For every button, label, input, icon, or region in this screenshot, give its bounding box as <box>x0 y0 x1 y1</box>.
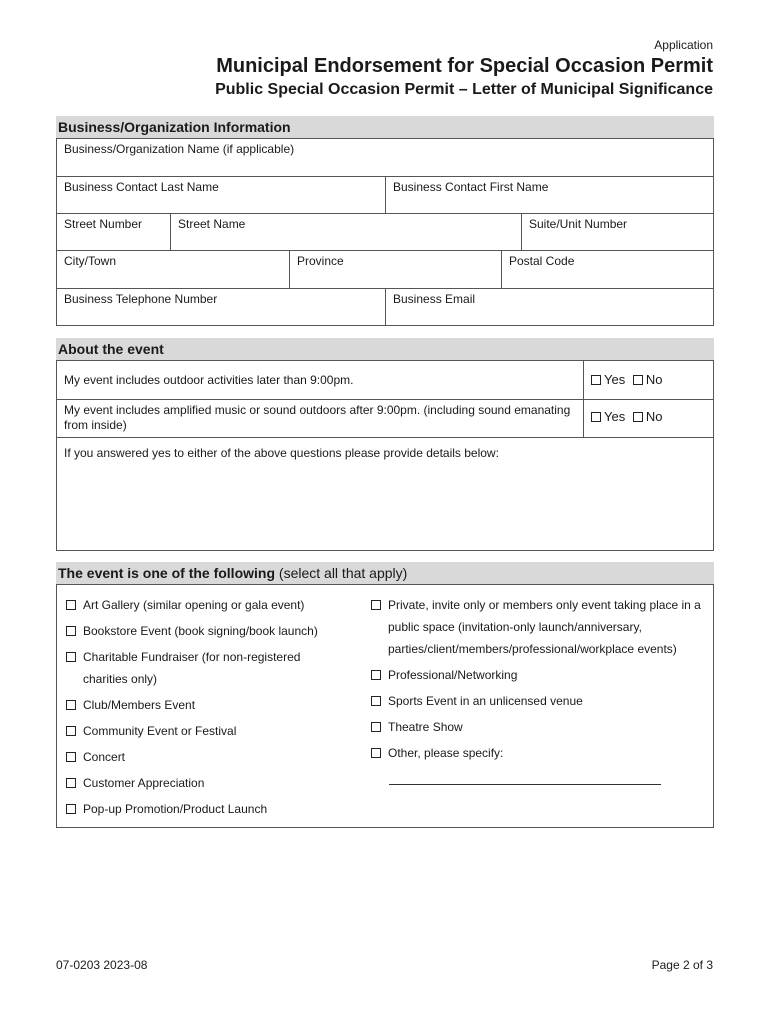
street-name-label: Street Name <box>178 217 246 231</box>
city-label: City/Town <box>64 254 117 268</box>
option-label: Private, invite only or members only event taking place in a public space (invitation-only launch/anniversary, parties/client/members/professional/workplace events) <box>388 598 701 656</box>
yes-checkbox[interactable] <box>591 412 601 422</box>
province-field[interactable] <box>289 251 501 288</box>
checkbox[interactable] <box>371 696 381 706</box>
org-name-field[interactable] <box>57 139 713 176</box>
no-label: No <box>645 409 663 424</box>
application-label: Application <box>654 38 713 52</box>
checkbox[interactable] <box>66 726 76 736</box>
option-label: Concert <box>83 750 126 764</box>
business-email-field[interactable] <box>385 289 713 325</box>
no-label: No <box>645 372 663 387</box>
yes-checkbox[interactable] <box>591 375 601 385</box>
province-label: Province <box>297 254 344 268</box>
event-type-title: The event is one of the following <box>58 565 276 581</box>
event-details-prompt: If you answered yes to either of the above questions please provide details below: <box>64 446 499 460</box>
event-type-section-header <box>56 562 714 584</box>
checkbox[interactable] <box>66 752 76 762</box>
street-number-label: Street Number <box>64 217 143 231</box>
page-number: Page 2 of 3 <box>651 958 713 972</box>
question-amplified-sound-text: My event includes amplified music or sound outdoors after 9:00pm. (including sound emanating from inside) <box>64 403 571 432</box>
option-theatre-show[interactable] <box>371 716 701 738</box>
option-label: Customer Appreciation <box>83 776 205 790</box>
checkbox[interactable] <box>371 748 381 758</box>
org-name-label: Business/Organization Name (if applicable) <box>64 142 295 156</box>
option-bookstore-event[interactable] <box>66 620 356 642</box>
checkbox[interactable] <box>66 600 76 610</box>
question-amplified-sound <box>57 400 583 437</box>
option-label: Club/Members Event <box>83 698 196 712</box>
option-label: Pop-up Promotion/Product Launch <box>83 802 268 816</box>
business-email-label: Business Email <box>393 292 476 306</box>
form-number: 07-0203 2023-08 <box>56 958 148 972</box>
no-checkbox[interactable] <box>633 412 643 422</box>
event-details-field[interactable] <box>57 438 713 550</box>
street-name-field[interactable] <box>170 214 521 250</box>
option-label: Art Gallery (similar opening or gala event) <box>83 598 305 612</box>
option-professional-networking[interactable] <box>371 664 701 686</box>
option-label: Other, please specify: <box>388 746 504 760</box>
postal-code-label: Postal Code <box>509 254 575 268</box>
no-checkbox[interactable] <box>633 375 643 385</box>
option-label: Sports Event in an unlicensed venue <box>388 694 583 708</box>
event-type-left-column <box>66 594 356 824</box>
checkbox[interactable] <box>371 722 381 732</box>
checkbox[interactable] <box>66 652 76 662</box>
other-specify-field[interactable] <box>389 768 661 785</box>
checkbox[interactable] <box>66 778 76 788</box>
checkbox[interactable] <box>66 700 76 710</box>
postal-code-field[interactable] <box>501 251 713 288</box>
event-grid <box>56 360 714 551</box>
event-type-title-note: (select all that apply) <box>275 565 408 581</box>
checkbox[interactable] <box>66 626 76 636</box>
suite-unit-field[interactable] <box>521 214 713 250</box>
business-info-grid <box>56 138 714 326</box>
page-title: Municipal Endorsement for Special Occasion Permit <box>216 55 713 77</box>
option-concert[interactable] <box>66 746 356 768</box>
contact-first-name-label: Business Contact First Name <box>393 180 549 194</box>
yes-label: Yes <box>604 372 626 387</box>
contact-first-name-field[interactable] <box>385 177 713 213</box>
option-art-gallery[interactable] <box>66 594 356 616</box>
option-popup-promotion[interactable] <box>66 798 356 820</box>
option-label: Theatre Show <box>388 720 463 734</box>
page-subtitle: Public Special Occasion Permit – Letter of Municipal Significance <box>215 81 713 98</box>
business-phone-field[interactable] <box>57 289 385 325</box>
option-customer-appreciation[interactable] <box>66 772 356 794</box>
question-outdoor-late-answer <box>583 361 713 399</box>
event-type-right-column <box>371 594 701 785</box>
contact-last-name-field[interactable] <box>57 177 385 213</box>
checkbox[interactable] <box>371 670 381 680</box>
checkbox[interactable] <box>371 600 381 610</box>
city-field[interactable] <box>57 251 289 288</box>
option-label: Professional/Networking <box>388 668 518 682</box>
option-club-members[interactable] <box>66 694 356 716</box>
option-label: Community Event or Festival <box>83 724 237 738</box>
option-sports-event[interactable] <box>371 690 701 712</box>
checkbox[interactable] <box>66 804 76 814</box>
option-label: Charitable Fundraiser (for non-registered charities only) <box>83 650 301 686</box>
street-number-field[interactable] <box>57 214 170 250</box>
question-outdoor-late <box>57 361 583 399</box>
suite-unit-label: Suite/Unit Number <box>529 217 628 231</box>
contact-last-name-label: Business Contact Last Name <box>64 180 219 194</box>
yes-label: Yes <box>604 409 626 424</box>
event-section-header: About the event <box>56 338 714 360</box>
business-section-header: Business/Organization Information <box>56 116 714 138</box>
option-label: Bookstore Event (book signing/book launch) <box>83 624 318 638</box>
option-community-event[interactable] <box>66 720 356 742</box>
question-outdoor-late-text: My event includes outdoor activities later than 9:00pm. <box>64 373 354 387</box>
business-phone-label: Business Telephone Number <box>64 292 218 306</box>
option-private-event[interactable] <box>371 594 701 660</box>
option-charitable-fundraiser[interactable] <box>66 646 356 690</box>
question-amplified-sound-answer <box>583 400 713 437</box>
option-other[interactable] <box>371 742 701 764</box>
